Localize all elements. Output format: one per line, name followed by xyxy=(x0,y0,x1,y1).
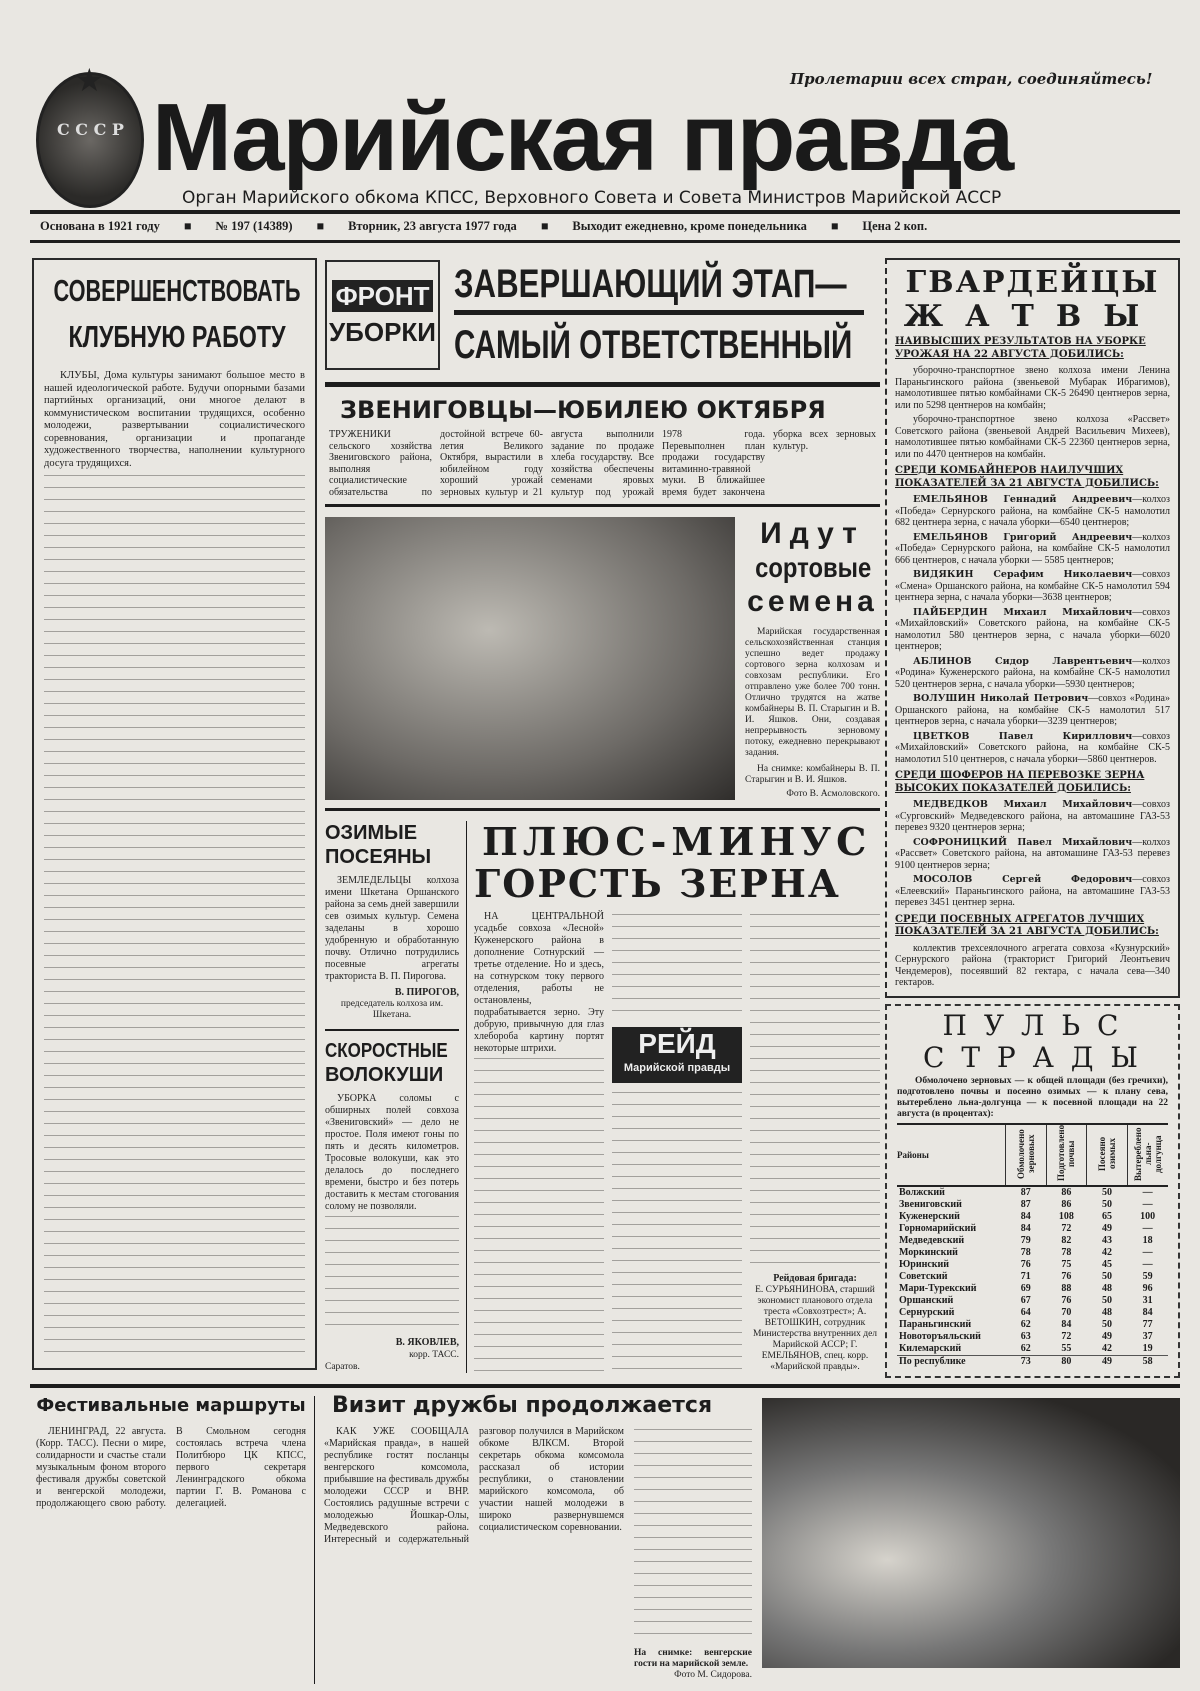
table-cell: 19 xyxy=(1142,1342,1153,1354)
table-cell: 75 xyxy=(1061,1258,1072,1270)
guards-of-harvest: ГВАРДЕЙЦЫ ЖАТВЫ НАИВЫСШИХ РЕЗУЛЬТАТОВ НА УБОРКЕ УРОЖАЯ НА 22 АВГУСТА ДОБИЛИСЬ: уборочно-транспортное звено колхоза имени Ленина Параньгинского района (звеньевой Мубарак Ибрагимов), намолотившее пятью комбайнами СК-5 26490 центнеров зерна, или по 5298 центнеров на комбайн; уборочно-транспортное звено колхоза «Рассвет» Советского района (звеньевой Андрей Васильевич Михеев), намолотившее пятью комбайнами СК-5 22360 центнеров зерна, или по 4470 центнеров на комбайн. СРЕДИ КОМБАЙНЕРОВ НАИЛУЧШИХ ПОКАЗАТЕЛЕЙ ЗА 21 АВГУСТА ДОБИЛИСЬ: ЕМЕЛЬЯНОВ Геннадий Андреевич—колхоз «Победа» Сернурского района, на комбайне СК-5 намолотил 682 центнера зерна, с начала уборки—6540 центнеров; ЕМЕЛЬЯНОВ Григорий Андреевич—колхоз «Победа» Сернурского района, на комбайне СК-5 намолотил 666 центнеров, с начала уборки — 5585 центнеров; ВИДЯКИН Серафим Николаевич—совхоз «Смена» Оршанского района, на комбайне СК-5 намолотил 594 центнера зерна, с начала уборки—3638 центнеров; ПАЙБЕРДИН Михаил Михайлович—совхоз «Михайловский» Советского района, на комбайне СК-5 намолотил 580 центнеров зерна, с начала уборки—6020 центнеров; АБЛИНОВ Сидор Лаврентьевич—колхоз «Родина» Куженерского района, на комбайне СК-5 намолотил 520 центнеров зерна, с начала уборки—5930 центнеров; ВОЛУШИН Николай Петрович—совхоз «Родина» Оршанского района, на комбайне СК-5 намолотил 517 центнеров зерна, с начала уборки—3239 центнеров; ЦВЕТКОВ Павел Кириллович—совхоз «Михайловский» Советского района, на комбайне СК-5 намолотил 510 центнеров, с начала уборки—5860 центнеров. СРЕДИ ШОФЕРОВ НА ПЕРЕВОЗКЕ ЗЕРНА ВЫСОКИХ ПОКАЗАТЕЛЕЙ ДОБИЛИСЬ: МЕДВЕДКОВ Михаил Михайлович—совхоз «Сурговский» Медведевского района, на автомашине ГАЗ-53 перевез 9320 центнеров зерна; СОФРОНИЦКИЙ Павел Михайлович—колхоз «Рассвет» Советского района, на автомашине ГАЗ-53 перевез 9100 центнеров зерна; МОСОЛОВ Сергей Федорович—совхоз «Елеевский» Параньгинского района, на автомашине ГАЗ-53 перевез 3451 центнер зерна. СРЕДИ ПОСЕВНЫХ АГРЕГАТОВ ЛУЧШИХ ПОКАЗАТЕЛЕЙ ЗА 21 АВГУСТА ДОБИЛИСЬ: коллектив трехсеялочного агрегата совхоза «Кузнурский» Сернурского района (тракторист Григорий Леонтьевич Чендемеров), посеявший 82 гектара, с начала сева—340 гектаров. xyxy=(885,258,1180,998)
article-drag-rakes: СКОРОСТНЫЕ ВОЛОКУШИ УБОРКА соломы с обширных полей совхоза «Звениговский» — дело не простое. Поля имеют гоны по пять и десять километров. Тросовые волокуши, как это делалось до последнего времени, быстро и без потерь доставить к местам стогования солому не позволяли. В. ЯКОВЛЕВ, корр. ТАСС. Саратов. xyxy=(325,1040,459,1372)
table-cell: Куженерский xyxy=(899,1210,960,1222)
achiever-name: ВИДЯКИН Серафим Николаевич xyxy=(913,569,1133,580)
table-cell: — xyxy=(1142,1258,1153,1270)
table-cell: 64 xyxy=(1020,1306,1031,1318)
schedule: Выходит ежедневно, кроме понедельника xyxy=(572,219,807,233)
table-row xyxy=(897,1259,1168,1271)
table-cell: 42 xyxy=(1101,1246,1112,1258)
table-header xyxy=(1127,1124,1168,1186)
table-cell: 80 xyxy=(1061,1355,1072,1367)
table-header xyxy=(1087,1124,1128,1186)
table-header-label: Вытереблено льна-долгунца xyxy=(1132,1126,1163,1181)
table-header: Районы xyxy=(897,1149,929,1160)
pulse-table xyxy=(897,1123,1168,1368)
article-body-lines xyxy=(474,1055,604,1373)
table-cell: 84 xyxy=(1020,1210,1031,1222)
table-cell: 72 xyxy=(1061,1222,1072,1234)
table-row xyxy=(897,1295,1168,1307)
table-cell: 62 xyxy=(1020,1342,1031,1354)
subtitle: Орган Марийского обкома КПСС, Верховного Совета и Совета Министров Марийской АССР xyxy=(182,188,1002,208)
emblem-lettering: С С С Р xyxy=(57,120,124,139)
table-row xyxy=(897,1186,1168,1199)
table-cell: 59 xyxy=(1142,1270,1153,1282)
table-row xyxy=(897,1247,1168,1259)
headline: Фестивальные маршруты xyxy=(36,1395,306,1416)
article-body-lines xyxy=(612,1089,742,1373)
table-cell: Параньгинский xyxy=(899,1318,972,1330)
table-cell: Новоторъяльский xyxy=(899,1330,981,1342)
separator: ■ xyxy=(830,219,839,233)
article-body-lines xyxy=(750,911,880,1269)
table-cell: 55 xyxy=(1061,1342,1072,1354)
table-cell: Мари-Турекский xyxy=(899,1282,977,1294)
newspaper-title: Марийская правда xyxy=(152,84,1013,191)
achiever-text: —совхоз «Михайловский» Советского района, на комбайне СК-5 намолотил 580 центнеров зерна, с начала уборки—6020 центнеров; xyxy=(895,606,1170,652)
table-cell: 69 xyxy=(1020,1282,1031,1294)
table-cell: 86 xyxy=(1061,1198,1072,1210)
article-seeds: Идут сортовые семена Марийская государственная сельскохозяйственная станция успешно ведет продажу сортового зерна колхозам и совхозам республики. Его отправлено уже более 700 тонн. Отлично трудятся на жатве комбайнеры В. П. Старыгин и В. И. Яшков. Они, создавая непрерывность зерновому потоку, ежедневно перекрывают задания. На снимке: комбайнеры В. П. Старыгин и В. И. Яшков. Фото В. Асмоловского. xyxy=(745,517,880,799)
table-cell: 49 xyxy=(1101,1355,1112,1367)
table-cell: 70 xyxy=(1061,1306,1072,1318)
achiever-entry xyxy=(895,607,1170,653)
table-cell: 65 xyxy=(1101,1210,1112,1222)
table-row xyxy=(897,1223,1168,1235)
table-cell: 73 xyxy=(1020,1355,1031,1367)
achiever-entry xyxy=(895,532,1170,567)
achiever-name: АБЛИНОВ Сидор Лаврентьевич xyxy=(913,655,1133,667)
table-header-label: Подготовлено почвы xyxy=(1056,1124,1077,1181)
issue-date: Вторник, 23 августа 1977 года xyxy=(348,219,517,233)
table-cell: 87 xyxy=(1020,1186,1031,1198)
table-cell: — xyxy=(1142,1186,1153,1198)
table-cell: 18 xyxy=(1142,1234,1153,1246)
table-cell: 62 xyxy=(1020,1318,1031,1330)
headline: ПЛЮС-МИНУС xyxy=(482,819,872,864)
table-row xyxy=(897,1355,1168,1368)
headline: Визит дружбы продолжается xyxy=(332,1393,713,1418)
table-cell: Килемарский xyxy=(899,1342,962,1354)
table-cell: По республике xyxy=(899,1355,966,1367)
table-cell: 96 xyxy=(1142,1282,1153,1294)
table-cell: 50 xyxy=(1101,1270,1112,1282)
table-cell: Звениговский xyxy=(899,1198,962,1210)
table-cell: 76 xyxy=(1020,1258,1031,1270)
article-text: ЛЕНИНГРАД, 22 августа. (Корр. ТАСС). Песни о мире, солидарности и счастье стали музыкальным фоном второго фестиваля дружбы советской и венгерской молодежи, продолжающего свою работу. В Смольном сегодня состоялась встреча члена Политбюро ЦК КПСС, первого секретаря Ленинградского обкома партии Г. В. Романова с делегацией. xyxy=(36,1426,306,1509)
table-cell: Медведевский xyxy=(899,1234,965,1246)
table-cell: 79 xyxy=(1020,1234,1031,1246)
achiever-text: —совхоз «Родина» Оршанского района, на комбайне СК-5 намолотил 517 центнеров зерна, с начала уборки—3239 центнеров; xyxy=(895,693,1170,727)
table-cell: 49 xyxy=(1101,1222,1112,1234)
table-cell: 71 xyxy=(1020,1270,1031,1282)
lead-text: КЛУБЫ, Дома культуры занимают большое место в нашей идеологической работе. Будучи опорными базами партийных организаций, они многое делают в коммунистическом воспитании трудящихся, особенно молодежи, развертывании социалистического соревнования, организации и пропаганде художественного творчества, наполнении культурного досуга трудящихся. xyxy=(44,370,305,469)
table-cell: Моркинский xyxy=(899,1246,958,1258)
table-cell: 58 xyxy=(1142,1355,1153,1367)
article-body-lines xyxy=(634,1426,752,1645)
table-cell: Советский xyxy=(899,1270,948,1282)
achiever-entry xyxy=(895,656,1170,691)
article-body-lines xyxy=(612,911,742,1021)
table-row xyxy=(897,1307,1168,1319)
table-row xyxy=(897,1271,1168,1283)
table-cell: — xyxy=(1142,1246,1153,1258)
table-cell: 50 xyxy=(1101,1318,1112,1330)
achiever-entry xyxy=(895,799,1170,834)
article-text: КАК УЖЕ СООБЩАЛА «Марийская правда», в нашей республике гостят посланцы венгерского комсомола, прибывшие на фестиваль дружбы молодежи СССР и ВНР. Состоялись радушные встречи с молодежью Йошкар-Олы, Медведевского района. Интересный и содержательный разговор получился в Марийском обкоме ВЛКСМ. Второй секретарь обкома комсомола рассказал об истории республики, о становлении марийского комсомола, об участии нашей молодежи в широко развернувшемся социалистическом соревновании. xyxy=(324,1426,624,1545)
achiever-text: —совхоз «Смена» Оршанского района, на комбайне СК-5 намолотил 594 центнера зерна, с начала уборки—3638 центнеров; xyxy=(895,569,1170,603)
table-cell: 50 xyxy=(1101,1294,1112,1306)
achiever-text: —колхоз «Рассвет» Советского района, на автомашине ГАЗ-53 перевез 9100 центнеров зерна; xyxy=(895,836,1170,871)
article-text: НА ЦЕНТРАЛЬНОЙ усадьбе совхоза «Лесной» Куженерского района в дополнение Сотнурский — третье отделение. Но и здесь, на сотнурском току первого отделения, работы не остановлены, подрабатывается зерно. Эту добрую, привычную для глаз хлебороба картину портят некоторые штрихи. xyxy=(474,911,604,1054)
issue-number: № 197 (14389) xyxy=(215,219,293,233)
pulse-of-harvest: П У Л Ь С С Т Р А Д Ы Обмолочено зерновых — к общей площади (без гречихи), подготовлено почвы и посеяно озимых — к плану сева, вытереблено льна-долгунца — к посевной площади на 22 августа (в процентах): Районы Обмолочено зерновых Подготовлено почвы Посеяно озимых Вытереблено льна-долгунца Волжский 87 86 50 — Звениговский 87 86 50 — Куженерский 84 108 65 100 Горномарийский 84 72 49 — Медведевский 79 82 43 18 Моркинский 78 78 42 — Юринский 76 75 45 — Советский 71 76 50 59 Мари-Турекский 69 88 48 96 Оршанский 67 76 50 31 Сернурский 64 70 48 84 Параньгинский 62 84 50 77 Новоторъяльский 63 72 49 37 Килемарский 62 55 42 19 По республике 73 80 49 58 xyxy=(885,1004,1180,1379)
article-visit: Визит дружбы продолжается КАК УЖЕ СООБЩАЛА «Марийская правда», в нашей республике гостят посланцы венгерского комсомола, прибывшие на фестиваль дружбы молодежи СССР и ВНР. Состоялись радушные встречи с молодежью Йошкар-Олы, Медведевского района. Интересный и содержательный разговор получился в Марийском обкоме ВЛКСМ. Второй секретарь обкома комсомола рассказал об истории республики, о становлении марийского комсомола, об участии нашей молодежи в широко развернувшемся социалистическом соревновании. На снимке: венгерские гости на марийской земле. Фото М. Сидорова. xyxy=(324,1393,752,1680)
table-cell: 42 xyxy=(1101,1342,1112,1354)
headline: ГОРСТЬ ЗЕРНА xyxy=(474,861,841,906)
table-cell: 48 xyxy=(1101,1306,1112,1318)
achiever-name: ПАЙБЕРДИН Михаил Михайлович xyxy=(913,606,1133,618)
achiever-name: ЕМЕЛЬЯНОВ Григорий Андреевич xyxy=(913,531,1133,543)
article-festival xyxy=(36,1394,306,1510)
table-row xyxy=(897,1235,1168,1247)
achiever-name: СОФРОНИЦКИЙ Павел Михайлович xyxy=(913,836,1133,848)
achiever-text: —совхоз «Михайловский» Советского района, на комбайне СК-5 намолотил 510 центнеров, с начала уборки—5860 центнеров. xyxy=(895,730,1170,765)
state-emblem xyxy=(36,61,144,208)
table-row xyxy=(897,1211,1168,1223)
headline: КЛУБНУЮ РАБОТУ xyxy=(68,319,286,354)
separator: ■ xyxy=(183,219,192,233)
table-header-label: Посеяно озимых xyxy=(1096,1136,1117,1171)
table-cell: 37 xyxy=(1142,1330,1153,1342)
table-cell: 49 xyxy=(1101,1330,1112,1342)
founded: Основана в 1921 году xyxy=(40,219,160,233)
achiever-name: МОСОЛОВ Сергей Федорович xyxy=(913,874,1133,885)
raid-logo: РЕЙД Марийской правды xyxy=(612,1027,742,1083)
table-cell: Горномарийский xyxy=(899,1222,977,1234)
table-cell: 45 xyxy=(1101,1258,1112,1270)
table-row xyxy=(897,1319,1168,1331)
headline: ЗВЕНИГОВЦЫ—ЮБИЛЕЮ ОКТЯБРЯ xyxy=(340,396,826,424)
price: Цена 2 коп. xyxy=(862,219,928,233)
article-text: ТРУЖЕНИКИ сельского хозяйства Звениговского района, выполняя социалистические обязательства по достойной встрече 60-летия Великого Октября, вырастили в юбилейном году хороший урожай зерновых культур и 21 августа выполнили задание по продаже хлеба государству. Все хозяйства обеспечены семенами яровых культур под урожай 1978 года. Перевыполнен план продажи государству витаминно-травяной муки. В ближайшее время будет закончена уборка всех зерновых культур. xyxy=(329,429,876,498)
table-header-label: Обмолочено зерновых xyxy=(1015,1128,1036,1179)
table-cell: 50 xyxy=(1101,1186,1112,1198)
photo-combiners xyxy=(325,517,735,800)
table-cell: 86 xyxy=(1061,1186,1072,1198)
table-cell: 82 xyxy=(1061,1234,1072,1246)
table-cell: 100 xyxy=(1140,1210,1156,1222)
slogan: Пролетарии всех стран, соединяйтесь! xyxy=(790,70,1153,88)
center-column xyxy=(325,260,880,1373)
separator: ■ xyxy=(316,219,325,233)
main-headline: САМЫЙ ОТВЕТСТВЕННЫЙ xyxy=(454,323,853,367)
table-cell: Сернурский xyxy=(899,1306,955,1318)
table-cell: 88 xyxy=(1061,1282,1072,1294)
table-cell: 76 xyxy=(1061,1294,1072,1306)
main-headline: ЗАВЕРШАЮЩИЙ ЭТАП— xyxy=(454,262,847,306)
table-row xyxy=(897,1283,1168,1295)
table-cell: 84 xyxy=(1061,1318,1072,1330)
table-row xyxy=(897,1331,1168,1343)
table-cell: 31 xyxy=(1142,1294,1153,1306)
achiever-name: ВОЛУШИН Николай Петрович xyxy=(913,693,1089,704)
table-cell: Оршанский xyxy=(899,1294,954,1306)
headline: СОВЕРШЕНСТВОВАТЬ xyxy=(53,273,301,308)
achiever-entry xyxy=(895,837,1170,872)
star-icon: ★ xyxy=(75,61,104,99)
achiever-name: ЦВЕТКОВ Павел Кириллович xyxy=(913,730,1133,742)
table-cell: 84 xyxy=(1020,1222,1031,1234)
table-cell: 43 xyxy=(1101,1234,1112,1246)
table-row xyxy=(897,1343,1168,1356)
table-cell: 72 xyxy=(1061,1330,1072,1342)
article-winter-crops: ОЗИМЫЕ ПОСЕЯНЫ ЗЕМЛЕДЕЛЬЦЫ колхоза имени Шкетана Оршанского района за семь дней завершили сев озимых культур. Семена заделаны в хорошо удобренную и обработанную почву. Отлично потрудились посевные агрегаты тракториста В. П. Пирогова. В. ПИРОГОВ, председатель колхоза им. Шкетана. xyxy=(325,822,459,1020)
table-cell: 87 xyxy=(1020,1198,1031,1210)
table-cell: 108 xyxy=(1058,1210,1074,1222)
table-cell: 78 xyxy=(1020,1246,1031,1258)
achiever-text: —колхоз «Победа» Сернурского района, на комбайне СК-5 намолотил 666 центнеров, с начала уборки — 5585 центнеров; xyxy=(895,531,1170,566)
table-cell: 77 xyxy=(1142,1318,1153,1330)
achiever-entry xyxy=(895,494,1170,529)
table-cell: — xyxy=(1142,1222,1153,1234)
table-cell: 76 xyxy=(1061,1270,1072,1282)
achiever-text: —колхоз «Победа» Сернурского района, на комбайне СК-5 намолотил 682 центнера зерна, с начала уборки—6540 центнеров; xyxy=(895,494,1170,528)
separator: ■ xyxy=(540,219,549,233)
article-plus-minus: ПЛЮС-МИНУС ГОРСТЬ ЗЕРНА НА ЦЕНТРАЛЬНОЙ усадьбе совхоза «Лесной» Куженерского района в дополнение Сотнурский — третье отделение. Но и здесь, на сотнурском току первого отделения, работы не остановлены, подрабатывается зерно. Эту добрую, привычную для глаз хлебороба картину портят некоторые штрихи. РЕЙД Марийской правды Рейдовая бригада: Е. СУРЬЯНИНОВА, старший экономист планового отдела треста «Совхозтрест»; А. ВЕТОШКИН, сотрудник Министерства внутренних дел Марийской АССР; Г. ЕМЕЛЬЯНОВ, спец. корр. «Марийской правды». xyxy=(474,821,880,1373)
article-club-work xyxy=(32,258,317,1370)
achiever-entry xyxy=(895,693,1170,728)
right-column xyxy=(885,258,1180,1378)
front-uborki-logo: ФРОНТ УБОРКИ xyxy=(325,260,440,370)
table-cell: 84 xyxy=(1142,1306,1153,1318)
table-header xyxy=(1046,1124,1087,1186)
achiever-entry xyxy=(895,874,1170,909)
table-cell: 48 xyxy=(1101,1282,1112,1294)
article-body-lines xyxy=(325,1213,459,1333)
table-cell: 63 xyxy=(1020,1330,1031,1342)
achiever-text: —совхоз «Елеевский» Параньгинского района, на автомашине ГАЗ-53 перевез 3451 центнер зерна. xyxy=(895,874,1170,908)
table-header xyxy=(1005,1124,1046,1186)
achiever-entry xyxy=(895,731,1170,766)
article-body-lines xyxy=(44,472,305,1356)
table-cell: 50 xyxy=(1101,1198,1112,1210)
table-row xyxy=(897,1199,1168,1211)
info-bar xyxy=(40,218,1180,234)
achiever-name: МЕДВЕДКОВ Михаил Михайлович xyxy=(913,799,1133,810)
achiever-text: —совхоз «Сурговский» Медведевского района, на автомашине ГАЗ-53 перевез 9320 центнеров зерна; xyxy=(895,799,1170,833)
achiever-name: ЕМЕЛЬЯНОВ Геннадий Андреевич xyxy=(913,494,1133,505)
table-cell: 78 xyxy=(1061,1246,1072,1258)
achiever-entry xyxy=(895,569,1170,604)
table-cell: Юринский xyxy=(899,1258,950,1270)
table-cell: — xyxy=(1142,1198,1153,1210)
table-cell: 67 xyxy=(1020,1294,1031,1306)
table-cell: Волжский xyxy=(899,1186,945,1198)
achiever-text: —колхоз «Родина» Куженерского района, на комбайне СК-5 намолотил 520 центнеров зерна, с начала уборки—5930 центнеров; xyxy=(895,655,1170,690)
photo-hungarian-guests xyxy=(762,1398,1180,1668)
raid-brigade: Е. СУРЬЯНИНОВА, старший экономист планового отдела треста «Совхозтрест»; А. ВЕТОШКИН, сотрудник Министерства внутренних дел Марийской АССР; Г. ЕМЕЛЬЯНОВ, спец. корр. «Марийской правды». xyxy=(752,1285,878,1372)
